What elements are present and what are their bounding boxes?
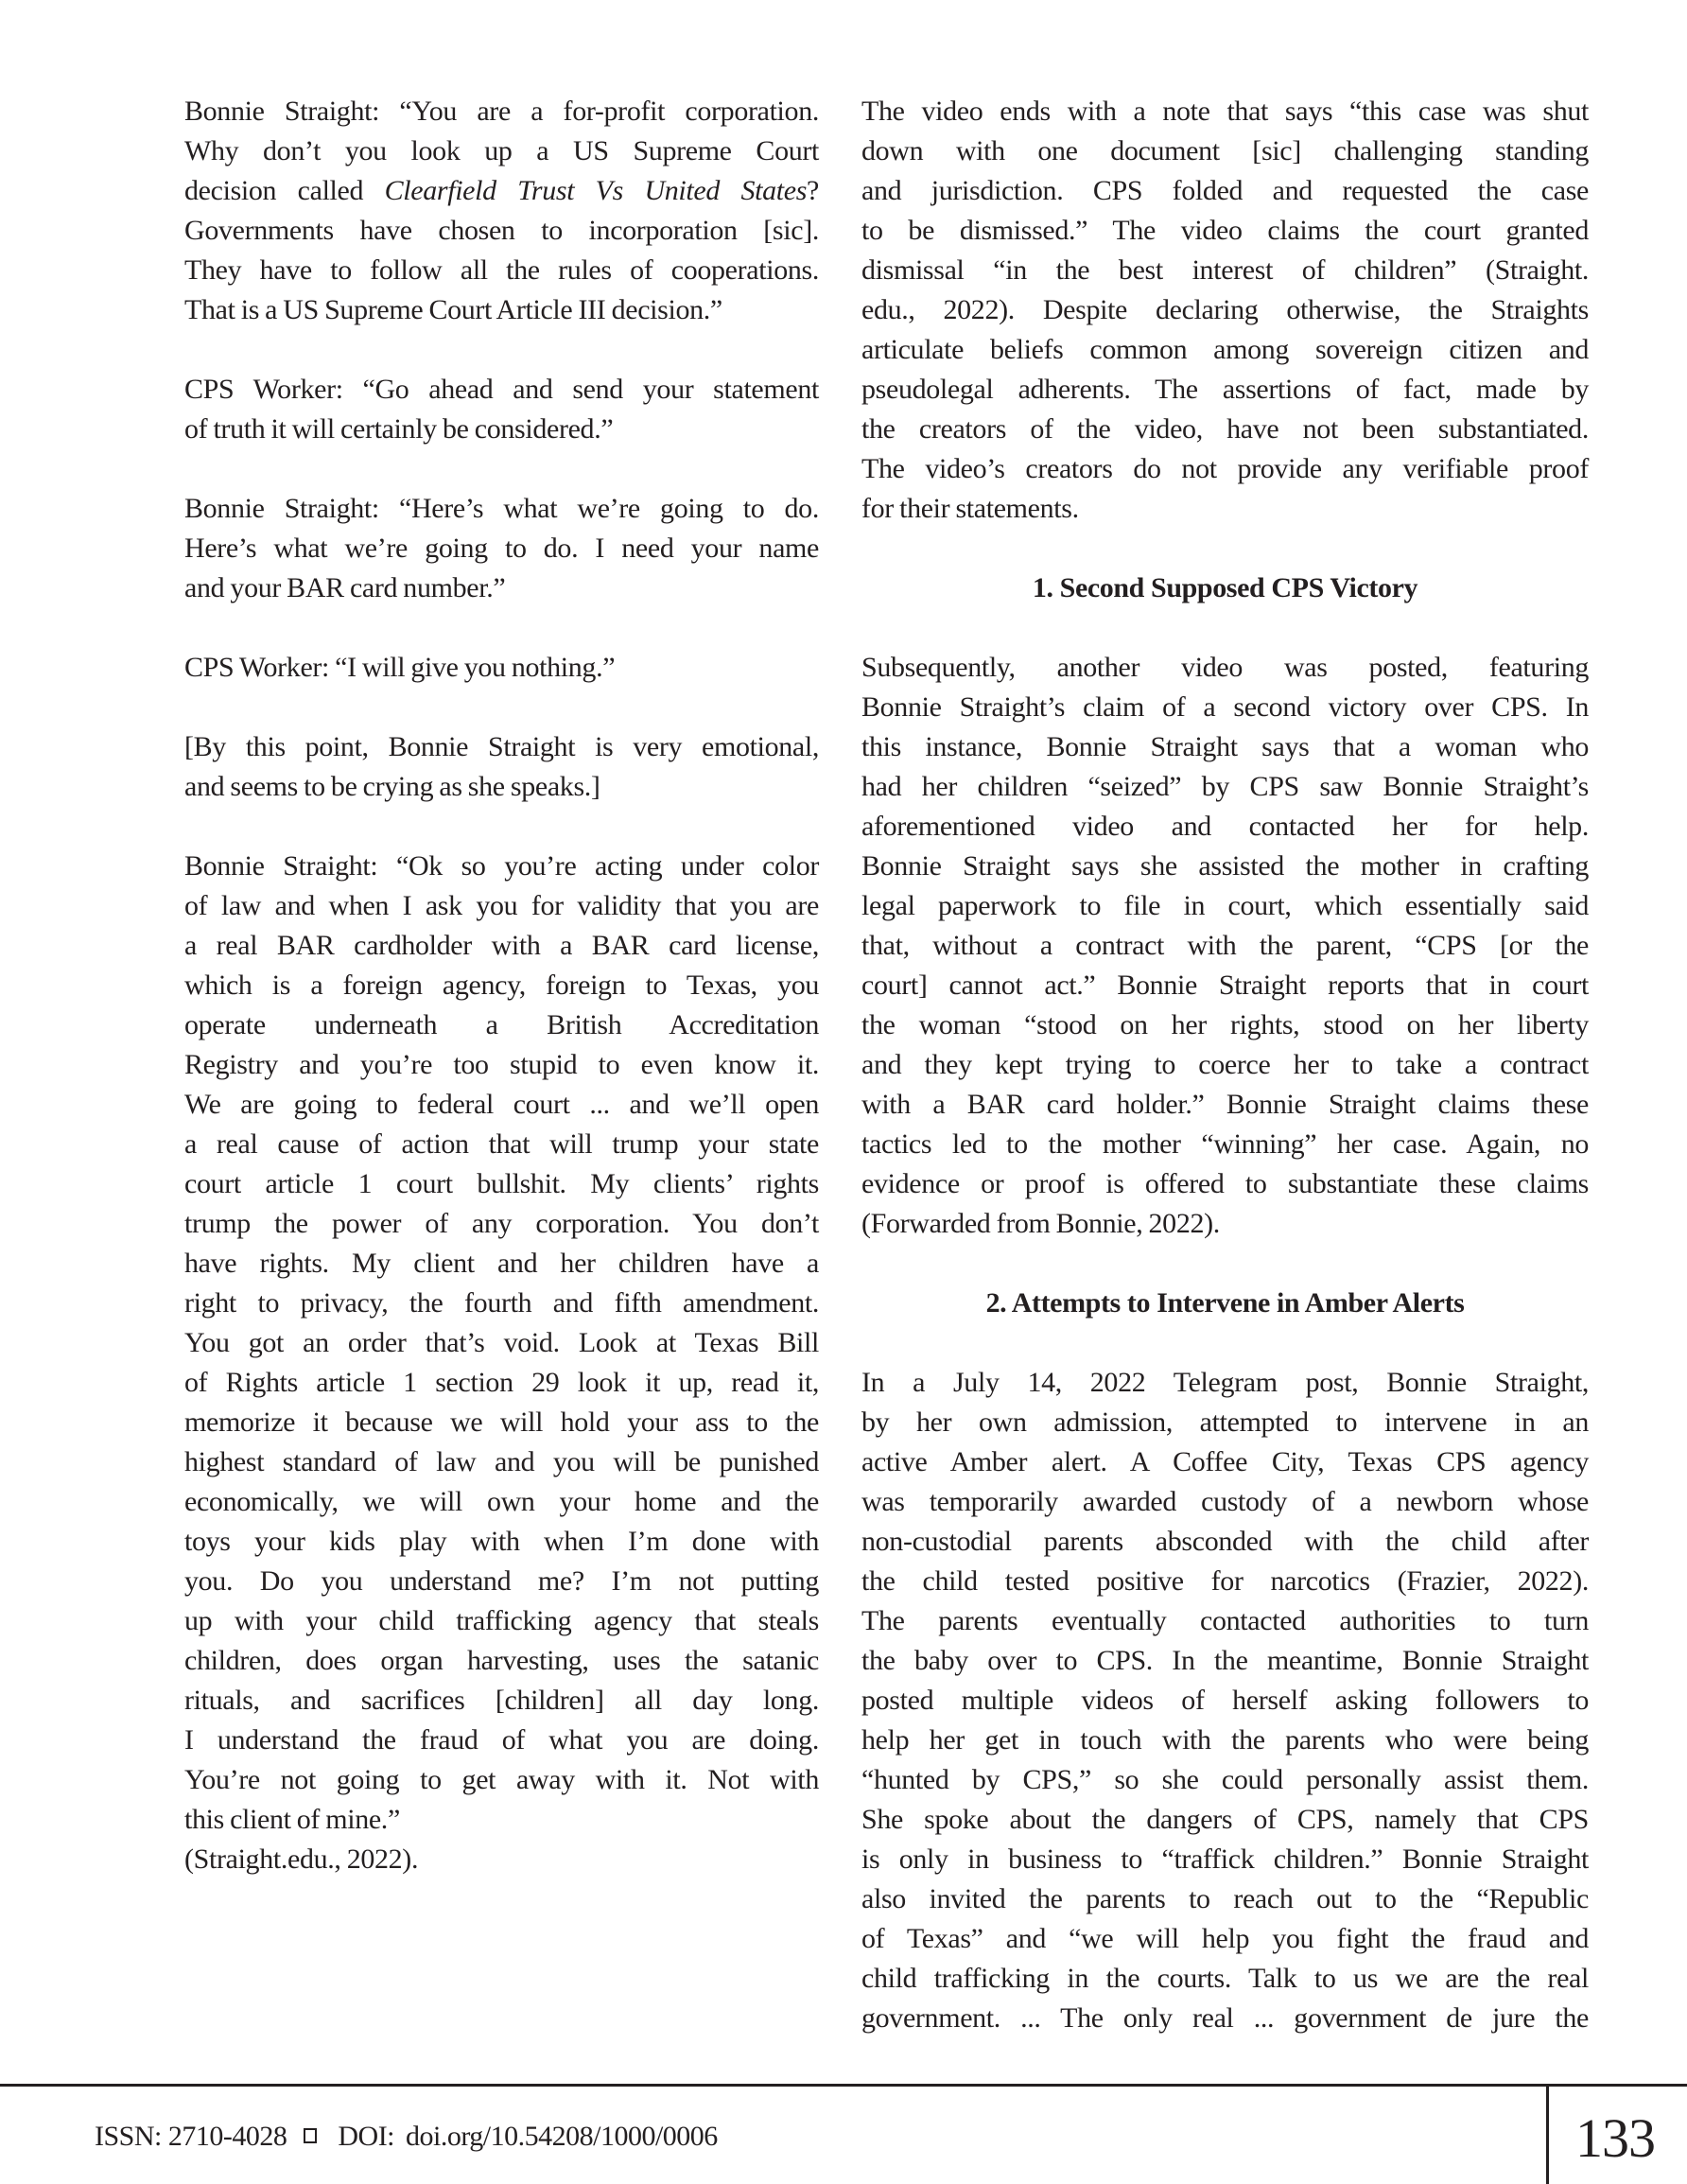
text-line: Bonnie Straight’s claim of a second victory over CPS. In <box>861 691 1589 723</box>
text-line: edu., 2022). Despite declaring otherwise, the Straights <box>861 294 1589 325</box>
text-line: They have to follow all the rules of cooperations. <box>184 254 819 286</box>
text-line: The video ends with a note that says “this case was shut <box>861 96 1589 127</box>
second-victory-paragraph <box>861 648 1589 1244</box>
text-line: The video’s creators do not provide any verifiable proof <box>861 453 1589 484</box>
case-name-italic: Clearfield Trust Vs United States <box>384 175 808 206</box>
text-line: aforementioned video and contacted her for help. <box>861 811 1589 842</box>
text-line: Registry and you’re too stupid to even know it. <box>184 1049 819 1080</box>
text-line: (Forwarded from Bonnie, 2022). <box>861 1208 1220 1239</box>
paragraph-gap <box>184 449 819 489</box>
text-line: CPS Worker: “Go ahead and send your statement <box>184 374 819 405</box>
paragraph-gap <box>184 807 819 847</box>
footer-vertical-rule <box>1546 2087 1549 2184</box>
text-line: this instance, Bonnie Straight says that a woman who <box>861 731 1589 762</box>
text-line: memorize it because we will hold your ass to the <box>184 1406 819 1438</box>
text-line: the woman “stood on her rights, stood on her liberty <box>861 1009 1589 1040</box>
text-line: I understand the fraud of what you are doing. <box>184 1724 819 1756</box>
text-line: court article 1 court bullshit. My clients’ rights <box>184 1168 819 1199</box>
paragraph-gap <box>184 688 819 727</box>
text-line: right to privacy, the fourth and fifth amendment. <box>184 1287 819 1319</box>
text-line: and they kept trying to coerce her to take a contract <box>861 1049 1589 1080</box>
dialogue-bonnie-2 <box>184 489 819 608</box>
dialogue-cps-1 <box>184 370 819 449</box>
text-line: non-custodial parents absconded with the child after <box>861 1526 1589 1557</box>
text-line: help her get in touch with the parents who were being <box>861 1724 1589 1756</box>
text-line: Governments have chosen to incorporation [sic]. <box>184 215 819 246</box>
text-line: this client of mine.” <box>184 1804 400 1835</box>
text-line: Bonnie Straight says she assisted the mother in crafting <box>861 850 1589 882</box>
hollow-square-separator-icon <box>304 2128 317 2143</box>
text-line: and jurisdiction. CPS folded and requested the case <box>861 175 1589 206</box>
dialogue-cps-2 <box>184 648 819 688</box>
text-line: She spoke about the dangers of CPS, namely that CPS <box>861 1804 1589 1835</box>
text-line: [By this point, Bonnie Straight is very emotional, <box>184 731 819 762</box>
text-line-with-italic-case: decision called Clearfield Trust Vs United States? <box>184 175 819 206</box>
text-line: the baby over to CPS. In the meantime, Bonnie Straight <box>861 1645 1589 1676</box>
text-line: Bonnie Straight: “Here’s what we’re going to do. <box>184 493 819 524</box>
text-line: pseudolegal adherents. The assertions of fact, made by <box>861 374 1589 405</box>
text-line: to be dismissed.” The video claims the court granted <box>861 215 1589 246</box>
text-line: a real cause of action that will trump your state <box>184 1128 819 1160</box>
text-line: government. ... The only real ... government de jure the <box>861 2002 1589 2034</box>
text-line: legal paperwork to file in court, which essentially said <box>861 890 1589 921</box>
text-line: with a BAR card holder.” Bonnie Straight claims these <box>861 1089 1589 1120</box>
amber-alert-paragraph <box>861 1363 1589 2038</box>
text-line: operate underneath a British Accreditation <box>184 1009 819 1040</box>
text-line: also invited the parents to reach out to the “Republic <box>861 1883 1589 1914</box>
paragraph-gap <box>184 330 819 370</box>
text-line: trump the power of any corporation. You don’t <box>184 1208 819 1239</box>
text-line: you. Do you understand me? I’m not putting <box>184 1565 819 1597</box>
text-line: Why don’t you look up a US Supreme Court <box>184 135 819 166</box>
text-line: and your BAR card number.” <box>184 572 506 603</box>
text-line: Bonnie Straight: “Ok so you’re acting under color <box>184 850 819 882</box>
text-line: “hunted by CPS,” so she could personally assist them. <box>861 1764 1589 1795</box>
text-line: In a July 14, 2022 Telegram post, Bonnie Straight, <box>861 1367 1589 1398</box>
stage-direction <box>184 727 819 807</box>
text-line: the child tested positive for narcotics (Frazier, 2022). <box>861 1565 1589 1597</box>
text-line: highest standard of law and you will be punished <box>184 1446 819 1477</box>
text-line: and seems to be crying as she speaks.] <box>184 771 600 802</box>
text-line: of Texas” and “we will help you fight the fraud and <box>861 1923 1589 1954</box>
text-line: You’re not going to get away with it. Not with <box>184 1764 819 1795</box>
text-line: posted multiple videos of herself asking followers to <box>861 1685 1589 1716</box>
text-line: of Rights article 1 section 29 look it up, read it, <box>184 1367 819 1398</box>
text-line: CPS Worker: “I will give you nothing.” <box>184 652 616 683</box>
text-line: We are going to federal court ... and we’ll open <box>184 1089 819 1120</box>
issn: ISSN: 2710-4028 <box>95 2121 287 2152</box>
text-line: dismissal “in the best interest of children” (Straight. <box>861 254 1589 286</box>
text-line: You got an order that’s void. Look at Texas Bill <box>184 1327 819 1358</box>
paragraph-gap <box>861 608 1589 648</box>
text-line: have rights. My client and her children have a <box>184 1248 819 1279</box>
text-line: up with your child trafficking agency that steals <box>184 1605 819 1636</box>
text-line: children, does organ harvesting, uses the satanic <box>184 1645 819 1676</box>
text-line: Bonnie Straight: “You are a for-profit corporation. <box>184 96 819 127</box>
text-line: of law and when I ask you for validity that you are <box>184 890 819 921</box>
text-line: a real BAR cardholder with a BAR card license, <box>184 930 819 961</box>
right-column <box>861 92 1589 2038</box>
text-line: rituals, and sacrifices [children] all day long. <box>184 1685 819 1716</box>
paragraph-gap <box>861 529 1589 568</box>
text-line: Subsequently, another video was posted, featuring <box>861 652 1589 683</box>
paragraph-gap <box>861 1323 1589 1363</box>
text-line: articulate beliefs common among sovereign citizen and <box>861 334 1589 365</box>
doi-label: DOI: <box>338 2121 395 2152</box>
dialogue-bonnie-1 <box>184 92 819 330</box>
text-line: active Amber alert. A Coffee City, Texas CPS agency <box>861 1446 1589 1477</box>
paragraph-gap <box>861 1244 1589 1284</box>
dialogue-bonnie-3 <box>184 847 819 1879</box>
text-line: that, without a contract with the parent, “CPS [or the <box>861 930 1589 961</box>
text-line: child trafficking in the courts. Talk to us we are the real <box>861 1963 1589 1994</box>
video-ending-paragraph <box>861 92 1589 529</box>
text-line: The parents eventually contacted authorities to turn <box>861 1605 1589 1636</box>
text-line: by her own admission, attempted to intervene in an <box>861 1406 1589 1438</box>
text-line: of truth it will certainly be considered.” <box>184 413 614 445</box>
text-line: is only in business to “traffick children.” Bonnie Straight <box>861 1843 1589 1875</box>
doi-link[interactable]: doi.org/10.54208/1000/0006 <box>406 2121 718 2152</box>
text-line: court] cannot act.” Bonnie Straight reports that in court <box>861 970 1589 1001</box>
text-line: was temporarily awarded custody of a newborn whose <box>861 1486 1589 1517</box>
citation: (Straight.edu., 2022). <box>184 1843 419 1875</box>
paragraph-gap <box>184 608 819 648</box>
section-heading-second-cps-victory: 1. Second Supposed CPS Victory <box>1032 572 1418 603</box>
text-line: toys your kids play with when I’m done with <box>184 1526 819 1557</box>
text-line: evidence or proof is offered to substantiate these claims <box>861 1168 1589 1199</box>
text-line: which is a foreign agency, foreign to Texas, you <box>184 970 819 1001</box>
text-line: for their statements. <box>861 493 1079 524</box>
text-line: Here’s what we’re going to do. I need your name <box>184 533 819 564</box>
text-line: tactics led to the mother “winning” her case. Again, no <box>861 1128 1589 1160</box>
text-line: the creators of the video, have not been substantiated. <box>861 413 1589 445</box>
text-line: had her children “seized” by CPS saw Bonnie Straight’s <box>861 771 1589 802</box>
section-heading-amber-alerts: 2. Attempts to Intervene in Amber Alerts <box>985 1287 1465 1319</box>
text-line: down with one document [sic] challenging standing <box>861 135 1589 166</box>
footer-citation <box>95 2117 718 2157</box>
page-number: 133 <box>1575 2107 1655 2169</box>
footer-horizontal-rule <box>0 2084 1687 2087</box>
text-line: That is a US Supreme Court Article III decision.” <box>184 294 722 325</box>
text-line: economically, we will own your home and the <box>184 1486 819 1517</box>
left-column <box>184 92 819 1879</box>
